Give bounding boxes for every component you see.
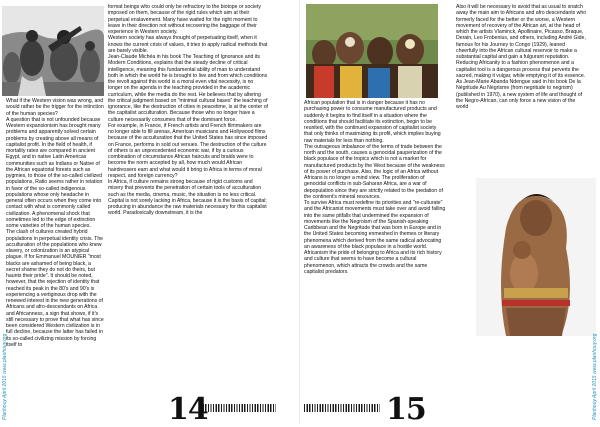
paragraph: A question that is not unfounded because Western expansionism has brought many problems and apparently solved certain problems by creating above all means of capitalist profit. In the field of health, if mortality rates are compared in ancient Egypt, and in native Latin Americas communities such as Indians or Native of the African equatorial forests such as pygmies, to those of the so-called civilized populations, Ratio seems rather in relation in favor of the so-called indigenous populations whose only headache in general often occurs when they come into contact with what is commonly called civilization. A phenomenal shock that sometimes led to the edge of extinction some varieties of the human species. (6, 116, 103, 229)
right-page (300, 0, 600, 427)
paragraph: To survive Africa must redefine its priorities and "re-culturate" and the Africanist movements must take over and avoid falling into the same pitfalls that undermined the expansion of movements like the Negroism of the Spanish-speaking Caribbean and the Negritude that was born in Europe and in the United States becoming enmeshed in themes or literary phenomena which derived from the same radical advocating an awareness of the black populace in a hostile world. Africanism the pride of belonging to Africa and its rich history and culture that seems to have become a cultural phenomenon, which attracts the crowds and the same capitalist predators. (304, 200, 446, 275)
credit-right: Planhouy April 2015 www.planhouy.org (592, 333, 598, 420)
left-column-1 (6, 98, 104, 416)
page-number-left: 14 (168, 392, 208, 427)
credit-left: Planhouy April 2015 www.planhouy.org (2, 333, 8, 420)
paragraph: Also it will be necessary to avoid that as usual to snatch away the main aim to Africans and afro descendants who formerly faced for the better or the worse, a Western movement of recovery of the African art, at the head of which the artists Vlaminck, Apollinaire, Picasso, Braque, Derain, Leo Frobenius, and others, including André Gide, famous for his Journey to Congo (1929), leaned cheerfully into the African cultural reservoir to make a substantial capital and gain a fulgurant reputation. (456, 4, 587, 60)
paragraph: In Africa, if culture remains strong because of rigid customs and misery that prevents the penetration of certain tools of acculturation such as the media, cinema, music, the situation is no less critical. (108, 179, 262, 198)
photo-mother-child (476, 178, 596, 336)
paragraph: Western society has always thought of perpetuating itself, when it knows the current crisis of values, it tries to apply radical methods that are barely visible. (108, 35, 268, 54)
page-number-right: 15 (386, 392, 426, 427)
right-column-2 (456, 4, 588, 172)
paragraph: The outrageous imbalance of the terms of trade between the north and the south, causes a genocidal pauperization of the black populace of the tropics which is not a market for manufactured products by the West because of the weakness of its power of purchase. Also, the logic of an Africa without Africans is no longer a mind view. The proliferation of genocidal conflicts in sub-Saharan Africa, are a war of depopulation since they are strictly related to the predation of the continent's mineral resources. (304, 143, 445, 200)
paragraph: African population that is in danger because it has no purchasing power to consume manufactured products and suddenly it begins to find itself in a situation where the conditions that should facilitate its extinction, begin to be reunited, with the continued expansion of capitalist society that only thinks of maximizing its profit, which implies buying raw materials for less than nothing. (304, 100, 441, 144)
decorative-stripes (200, 404, 276, 412)
paragraph: What if the Western vision was wrong, and would rather be the trigger for the intinction of the human species? (6, 98, 104, 117)
paragraph: Capital is not sorely lacking in Africa, because it is the basis of capital; producing in abundance the raw materials necessary for this capitalist world. Paradoxically downstream, it is the (108, 197, 267, 217)
decorative-stripes (304, 404, 380, 412)
paragraph: The clash of cultures created hybrid populations in perpetual identity crisis. The acculturation of the populations who knew slavery, or colonization is an atypical plague. If for Emmanuel MOUNIER "most blacks are ashamed of being black, a secret shame they do not do theirs, but haunts their pride". It should be noted, however, that the rejection of identity that reached its peak in the 80's and 90's is experiencing a vertiginous drop with the renewed interest in the new generations of Africans and afro-descendants on Africa and Africanness, a sign that shows, if it's still necessary to prove that what has since been considered Western civilization is in full decline, because the latter has failed in its so-called civilizing mission by forcing itself to (6, 229, 104, 348)
photo-women-group (306, 4, 438, 98)
paragraph: format beings who could only be refractory to the biotope or society imposed on them, because of the rigid rules which aim at their perpetual enslavement. Many have waited for the right moment to leave in their direction not without recovering the baggage of their experience in Western society. (108, 4, 261, 35)
paragraph: Reducing Africanity to a fashion phenomenon and a capitalist tool is a dangerous process that perverts the sacred, making it vulgar, while emptying it of its essence. As Jean-Marie Abanda Ndengue said in his book De la Négritude Au Négrisme (from negritude to negrism) (published in 1970), a new system of life and thought of the Negro-African, can only force a new vision of the world (456, 60, 586, 110)
left-column-2 (108, 4, 268, 358)
photo-dance-crowd (2, 6, 104, 96)
paragraph: Jean-Claude Michéa in his book The Teaching of Ignorance and its Modern Conditions, explains that the steady decline of critical intelligence, meaning this fundamental ability of man to understand both in which the world he is brought to live and from which conditions the revolt against this world is a moral even vital necessity, is no longer on the agenda in the teaching provided in the academic curriculum, while the media do the rest. He believes that by altering the critical judgment based on "minimal cultural bases" the teaching of ignorance, like the destruction of cities in peacetime, is at the center of the capitalist acculturation. Because those who no longer have a culture necessarily consumes that of the dominant force. (108, 54, 268, 123)
right-column-1 (304, 100, 446, 346)
paragraph: For example, in France, if French artists and French filmmakers are no longer able to fill arenas, American musicians and Hollywood films because of the acculturation that the United States has since imposed on France, performs in sold out venues. The destruction of the culture of others is an unprecedented economic war, if by a curious combination of circumstance African haircuts and braids were to become the norm accepted by all, how much would African hairdressers earn and what would it bring to Africa in terms of moral respect, and foreign currency? (108, 122, 268, 179)
